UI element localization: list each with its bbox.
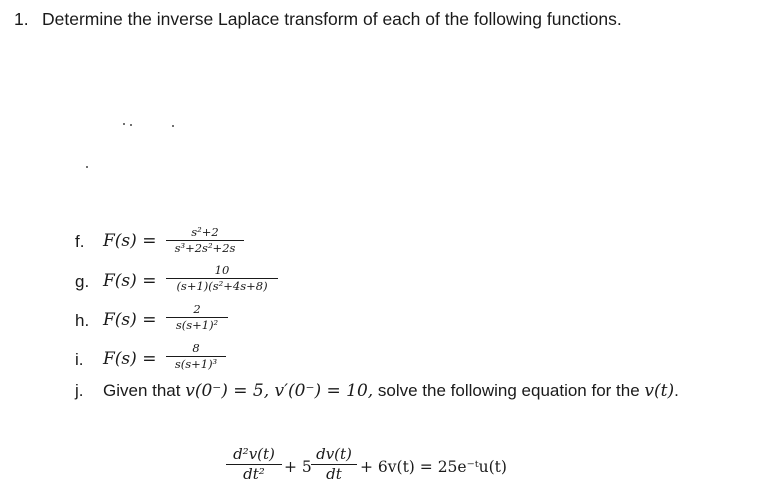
item-h-label: h. [75, 311, 90, 330]
equation-fraction-1 [226, 446, 282, 483]
item-i-denominator: s(s+1)³ [174, 357, 218, 371]
item-i-numerator: 8 [192, 341, 200, 355]
item-h-fraction [166, 303, 228, 332]
equation-fraction-1-denominator: dt² [243, 465, 265, 483]
item-f-denominator: s³+2s²+2s [174, 241, 236, 255]
item-h-lhs: F(s) = [103, 310, 157, 330]
item-g-lhs: F(s) = [103, 271, 157, 291]
equation-fraction-1-numerator: d²v(t) [233, 445, 275, 463]
equation-rest: + 6v(t) = 25e⁻ᵗu(t) [360, 458, 507, 476]
item-i-label: i. [75, 350, 84, 369]
equation-fraction-2 [311, 446, 357, 483]
item-j-label: j. [75, 381, 84, 400]
scan-artifact-dot [86, 166, 88, 168]
problem-number: 1. [14, 9, 29, 29]
item-f-numerator: s²+2 [191, 225, 219, 239]
item-f-lhs: F(s) = [103, 231, 157, 251]
item-j-target: v(t) [644, 381, 675, 401]
item-f-label: f. [75, 232, 85, 251]
equation-plus-five: + 5 [284, 458, 312, 476]
problem-heading [14, 9, 622, 30]
equation-fraction-2-denominator: dt [326, 465, 342, 483]
item-i-fraction [166, 342, 226, 371]
problem-text: Determine the inverse Laplace transform of each of the following functions. [42, 9, 622, 29]
scan-artifact-dot [130, 124, 132, 126]
item-j-text-b: solve the following equation for the [373, 381, 645, 400]
item-g-label: g. [75, 272, 90, 291]
item-h-numerator: 2 [193, 302, 201, 316]
item-h-denominator: s(s+1)² [175, 318, 219, 332]
item-g-numerator: 10 [214, 263, 230, 277]
equation-fraction-2-numerator: dv(t) [316, 445, 352, 463]
item-g-fraction [166, 264, 278, 293]
item-i-lhs: F(s) = [103, 349, 157, 369]
item-g-denominator: (s+1)(s²+4s+8) [176, 279, 268, 293]
item-j-condition-2: v′(0⁻) = 10, [269, 381, 374, 401]
item-f-fraction [166, 226, 244, 255]
item-j-text-c: . [674, 381, 679, 400]
item-j-condition-1: v(0⁻) = 5, [185, 381, 270, 401]
item-j-text-a: Given that [103, 381, 186, 400]
item-j-statement [103, 381, 679, 401]
scan-artifact-dot [123, 123, 125, 125]
scan-artifact-dot [172, 125, 174, 127]
